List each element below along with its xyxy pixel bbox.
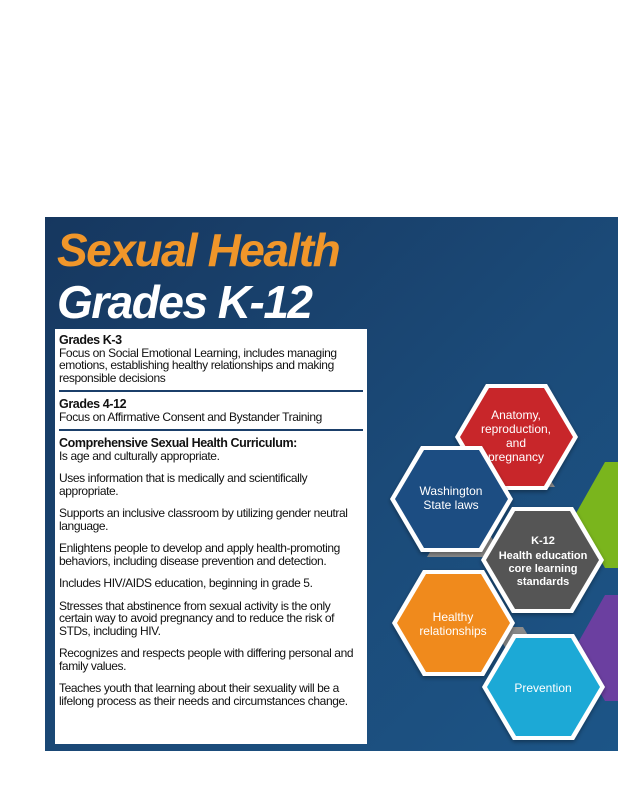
hexagon-label: relationships bbox=[419, 624, 487, 638]
hexagon-label: and bbox=[505, 436, 527, 450]
hexagon-label: pregnancy bbox=[487, 450, 545, 464]
section-text-4-12: Focus on Affirmative Consent and Bystander Training bbox=[59, 409, 322, 424]
section-text-k3: Focus on Social Emotional Learning, includes managing emotions, establishing healthy relationships and making responsible decisions bbox=[59, 345, 337, 385]
curriculum-item: Supports an inclusive classroom by utilizing gender neutral language. bbox=[59, 506, 348, 533]
section-heading-4-12: Grades 4-12 bbox=[59, 397, 127, 411]
title-line-1: Sexual Health bbox=[57, 224, 340, 276]
hexagon-label: State laws bbox=[423, 498, 479, 512]
hexagon-label: Healthy bbox=[432, 610, 474, 624]
divider bbox=[59, 390, 363, 392]
hexagon-label: standards bbox=[516, 576, 570, 588]
hexagon-label: Anatomy, bbox=[491, 408, 541, 422]
hexagon-label: Health education bbox=[498, 550, 588, 562]
infographic-panel bbox=[45, 217, 618, 751]
curriculum-item: Includes HIV/AIDS education, beginning in grade 5. bbox=[59, 576, 313, 590]
curriculum-item: Enlightens people to develop and apply health-promoting behaviors, including disease prevention and detection. bbox=[59, 541, 340, 568]
hexagon-diagram bbox=[365, 357, 618, 751]
curriculum-item: Stresses that abstinence from sexual activity is the only certain way to avoid pregnancy and to reduce the risk of STDs, including HIV. bbox=[59, 598, 335, 638]
curriculum-item: Is age and culturally appropriate. bbox=[59, 448, 220, 463]
title-line-2: Grades K-12 bbox=[57, 276, 312, 328]
divider bbox=[59, 429, 363, 431]
hexagon-label: K-12 bbox=[531, 535, 555, 547]
hexagon-label: reproduction, bbox=[480, 422, 552, 436]
hexagon-label: core learning bbox=[508, 563, 578, 575]
section-heading-curriculum: Comprehensive Sexual Health Curriculum: bbox=[59, 436, 297, 450]
hexagon-label: Prevention bbox=[514, 681, 572, 695]
curriculum-item: Uses information that is medically and scientifically appropriate. bbox=[59, 471, 308, 498]
hexagon-label: Washington bbox=[419, 484, 483, 498]
curriculum-item: Recognizes and respects people with differing personal and family values. bbox=[59, 646, 354, 673]
info-text-box bbox=[55, 329, 367, 744]
curriculum-item: Teaches youth that learning about their sexuality will be a lifelong process as their needs and circumstances change. bbox=[59, 681, 348, 708]
section-heading-k3: Grades K-3 bbox=[59, 333, 122, 347]
